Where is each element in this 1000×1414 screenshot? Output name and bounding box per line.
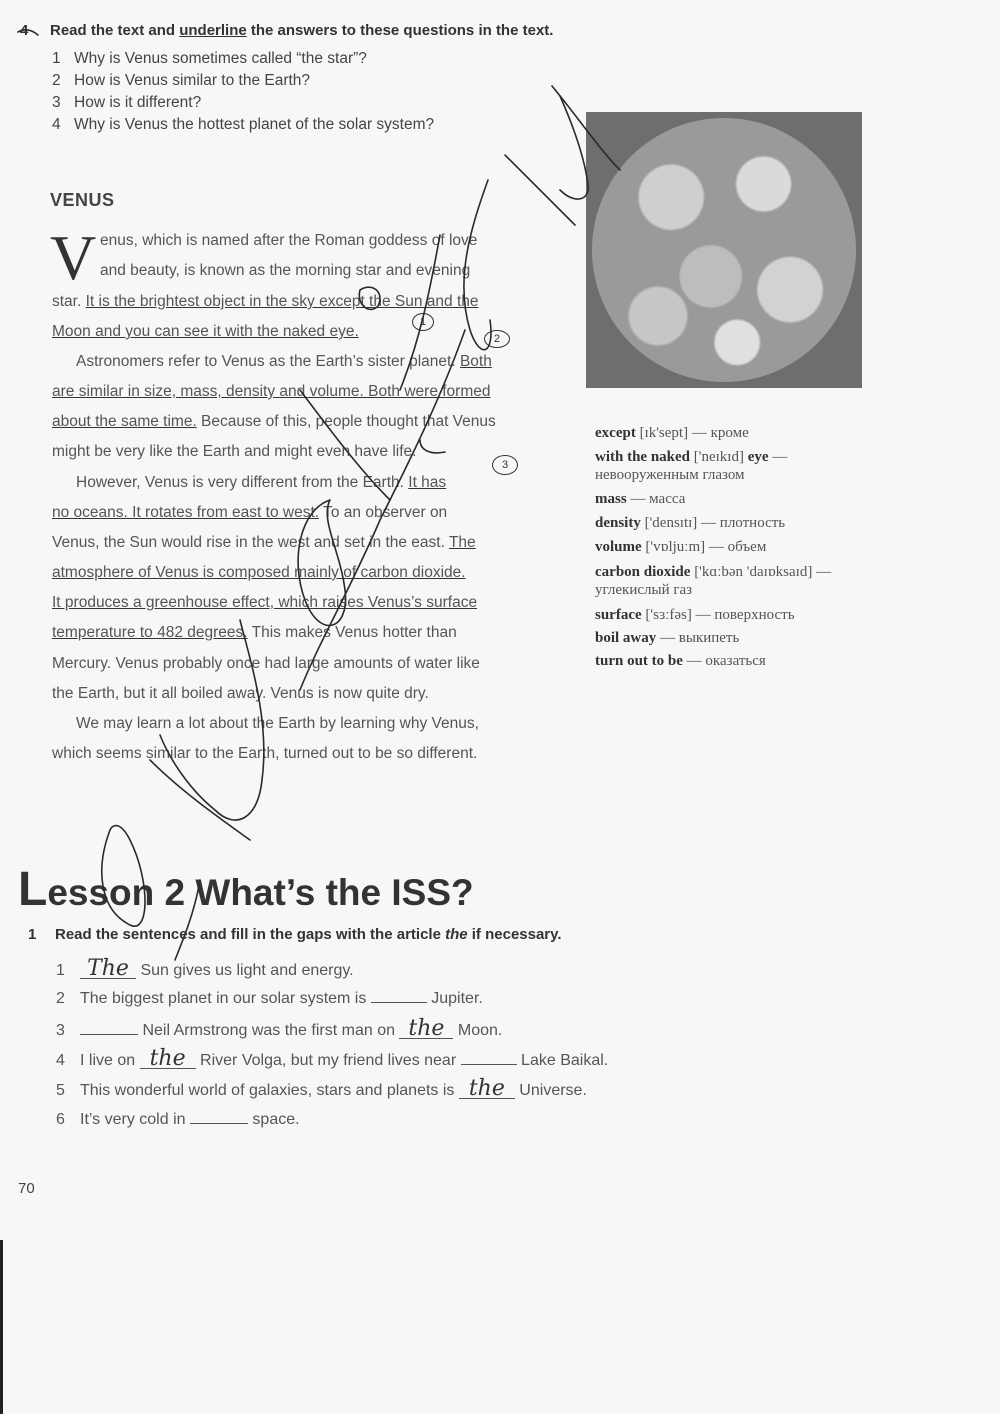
scan-edge (0, 1240, 3, 1414)
answer-mark: 3 (492, 455, 518, 475)
lesson-title: Lesson 2 What’s the ISS? (18, 863, 474, 916)
sentence-item: 5 This wonderful world of galaxies, stars and planets is the Universe. (56, 1076, 587, 1101)
article-line: enus, which is named after the Roman goddess of love (100, 232, 478, 249)
article-line: are similar in size, mass, density and volume. Both were formed (52, 383, 491, 400)
venus-image (586, 112, 862, 388)
article-line: about the same time. Because of this, people thought that Venus (52, 413, 496, 430)
drop-cap: V (50, 222, 97, 293)
answer-gap[interactable] (461, 1064, 517, 1065)
glossary-entry: volume ['vɒljuːm] — объем (595, 539, 767, 555)
article-line: temperature to 482 degrees. This makes Venus hotter than (52, 624, 457, 641)
glossary-entry: density ['densɪtɪ] — плотность (595, 515, 786, 531)
answer-gap[interactable]: The (80, 960, 136, 979)
glossary-entry: невооруженным глазом (595, 467, 745, 483)
sentence-item: 6 It’s very cold in space. (56, 1111, 300, 1128)
exercise-number: 4 (20, 22, 29, 39)
question-item: 2 How is Venus similar to the Earth? (52, 72, 311, 89)
exercise-instruction: Read the text and underline the answers to these questions in the text. (50, 22, 554, 39)
page-number: 70 (18, 1180, 35, 1197)
article-line: star. It is the brightest object in the sky except the Sun and the (52, 293, 479, 310)
article-line: which seems similar to the Earth, turned out to be so different. (52, 745, 478, 762)
article-line: We may learn a lot about the Earth by learning why Venus, (76, 715, 479, 732)
sentence-item: 2 The biggest planet in our solar system is Jupiter. (56, 990, 483, 1007)
answer-gap[interactable]: the (459, 1080, 515, 1099)
exercise-number: 1 (28, 926, 37, 943)
glossary-entry: surface ['sɜːfəs] — поверхность (595, 607, 795, 623)
answer-gap[interactable] (190, 1123, 248, 1124)
sentence-item: 1 The Sun gives us light and energy. (56, 956, 354, 981)
glossary-entry: углекислый газ (595, 582, 693, 598)
article-line: Venus, the Sun would rise in the west and set in the east. The (52, 534, 476, 551)
article-line: Astronomers refer to Venus as the Earth’s sister planet. Both (76, 353, 492, 370)
article-line: Mercury. Venus probably once had large amounts of water like (52, 655, 480, 672)
glossary-entry: boil away — выкипеть (595, 630, 740, 646)
sentence-item: 4 I live on the River Volga, but my friend lives near Lake Baikal. (56, 1046, 609, 1071)
article-title: VENUS (50, 190, 115, 210)
article-line: It produces a greenhouse effect, which raises Venus’s surface (52, 594, 478, 611)
answer-mark: 1 (412, 313, 434, 331)
question-item: 4 Why is Venus the hottest planet of the solar system? (52, 116, 435, 133)
answer-gap[interactable] (371, 1002, 427, 1003)
answer-gap[interactable]: the (399, 1020, 453, 1039)
article-line: and beauty, is known as the morning star and evening (100, 262, 471, 279)
question-item: 3 How is it different? (52, 94, 202, 111)
sentence-item: 3 Neil Armstrong was the first man on the Moon. (56, 1016, 503, 1041)
glossary-entry: with the naked ['neɪkɪd] eye — (595, 449, 788, 465)
question-item: 1 Why is Venus sometimes called “the star”? (52, 50, 367, 67)
exercise-instruction: Read the sentences and fill in the gaps with the article the if necessary. (55, 926, 562, 943)
glossary-entry: turn out to be — оказаться (595, 653, 766, 669)
glossary-entry: mass — масса (595, 491, 686, 507)
article-line: no oceans. It rotates from east to west. To an observer on (52, 504, 448, 521)
article-line: might be very like the Earth and might even have life. (52, 443, 417, 460)
answer-gap[interactable] (80, 1034, 138, 1035)
article-line: Moon and you can see it with the naked eye. (52, 323, 359, 340)
article-line: the Earth, but it all boiled away. Venus is now quite dry. (52, 685, 429, 702)
article-line: However, Venus is very different from the Earth. It has (76, 474, 447, 491)
glossary-entry: except [ɪk'sept] — кроме (595, 425, 749, 441)
answer-gap[interactable]: the (140, 1050, 196, 1069)
glossary-entry: carbon dioxide ['kɑːbən 'daɪɒksaɪd] — (595, 564, 832, 580)
answer-mark: 2 (484, 330, 510, 348)
article-line: atmosphere of Venus is composed mainly of carbon dioxide. (52, 564, 466, 581)
